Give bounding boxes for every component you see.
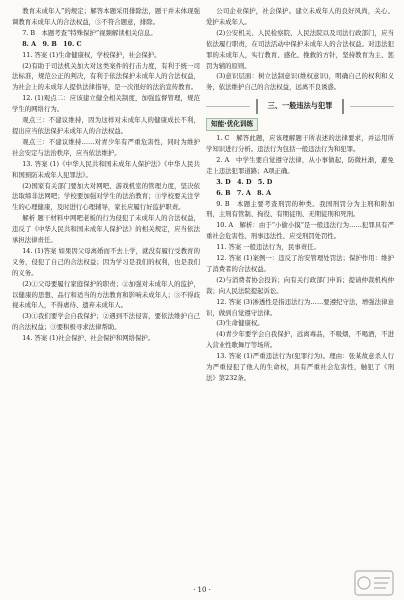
answer-paragraph: 6. B 7. A 8. A	[216, 188, 272, 197]
section-title: 三、一般违法与犯罪	[256, 99, 345, 114]
answer-paragraph: 13. 答案 (1)《中华人民共和国未成年人保护法》《中华人民共和国预防未成年人犯罪法》。	[12, 159, 200, 179]
answer-paragraph: 13. 答案 (1)严重违法行为(犯罪行为)。理由：张某故意杀人行为严重侵犯了他人的生命权，具有严重社会危害性，触犯了《刑法》第232条。	[206, 352, 394, 382]
answer-paragraph: 2. A 中学生要自觉遵守法律，从小事做起，防微杜渐，避免走上违法犯罪道路；A项正确。	[206, 155, 394, 175]
answer-paragraph: 14. 答案 (1)社会保护、社会保护和网络保护。	[22, 334, 155, 343]
right-top-block	[206, 6, 394, 93]
answer-paragraph: 11. 答案 (1)生命健康权，学校保护，社会保护。	[22, 50, 161, 59]
subsection-tag: 知能·优化训练	[206, 118, 258, 131]
right-column	[206, 6, 394, 384]
answer-paragraph: (3)①我们要学会自我保护；②遇到不法侵害，要依法维护自己的合法权益；③要积极寻求法律帮助。	[12, 312, 200, 332]
left-column	[12, 6, 200, 344]
answer-paragraph: (2)①父母要履行家庭保护的职责；②加强对未成年人的监护，以健康的思想、品行和适当的方法教育和影响未成年人；③不得歧视未成年人，不得虐待、遗弃未成年人。	[12, 279, 200, 310]
answer-paragraph: 教育未成年人”的规定；解答本题采用排除法，题干并未体现强调教育未成年人的合法权益，③不符合题意，排除。	[12, 7, 200, 26]
answer-paragraph: 观点三：不建议维持……对青少年有严重危害性，同时为维护社会安定与法治秩序，应当依法维护。	[12, 137, 200, 157]
answer-paragraph: 11. 答案 一般违法行为，民事责任。	[216, 243, 320, 252]
answer-paragraph: 观点三：不建议维持，因为这样对未成年人的健康成长不利，提出应当依法保护未成年人的合法权益。	[12, 116, 200, 135]
answer-paragraph: (3)意识层面：树立法制意识(维权意识)，明确自己的权利和义务，依法维护自己的合法权益，远离不良诱惑。	[206, 72, 394, 92]
answer-paragraph: 3. D 4. D 5. D	[216, 177, 273, 186]
banner-rule-right	[350, 106, 394, 107]
answer-paragraph: 12. 答案 (3)渗透性是指违法行为……要遵纪守法，增强法律意识，做到自觉遵守法律。	[206, 297, 394, 317]
answer-paragraph: 7. B 本题考查“特殊保护”视频解读相关信息。	[22, 28, 157, 37]
answer-paragraph: (2)国家有关部门要加大对网吧、游戏机室的管理力度，坚决依法取缔非法网吧；学校要加强对学生的法治教育；③学校要关注学生的心理健康，及时进行心理辅导，家长应履行好监护职责。	[12, 181, 200, 212]
answer-paragraph: 12. 答案 (1)案例一：违反了治安管理处罚法；保护作用：维护了消费者的合法权益。	[206, 254, 394, 273]
subsection-heading	[206, 118, 394, 131]
right-bottom-block	[206, 133, 394, 384]
answer-paragraph: 9. B 本题主要考查刑罚的种类。我国刑罚分为主刑和附加刑，主刑有管制、拘役、有期徒刑、无期徒刑和死刑。	[206, 199, 394, 219]
answer-paragraph: (2)有助于司法机关加大对这类案件的打击力度，有利于统一司法标准，规范公正的判决，有利于依法保护未成年人的合法权益，为社会上的未成年人提供法律指导，是一次很好的法治宣传教育。	[12, 61, 200, 92]
answer-paragraph: 解析 题干材料中网吧老板的行为侵犯了未成年人的合法权益，违反了《中华人民共和国未成年人保护法》的相关规定，应当依法承担法律责任。	[12, 214, 200, 245]
page-number: · 10 ·	[193, 586, 211, 594]
answer-paragraph: 8. A 9. B 10. C	[22, 39, 82, 48]
answer-paragraph: (2)与消费者协会投诉；向有关行政部门申诉；提请仲裁机构仲裁；向人民法院提起诉讼。	[206, 275, 394, 295]
section-banner	[206, 99, 394, 114]
answer-paragraph: 14. (1)答案 如果因父母离婚而不去上学，就没有履行受教育的义务，侵犯了自己的合法权益；因为学习是我们的权利，也是我们的义务。	[12, 246, 200, 277]
answer-paragraph: (4)青少年要学会自我保护，远离毒品，不吸烟，不喝酒，不进入营业性歌舞厅等场所。	[206, 330, 394, 350]
banner-rule-left	[206, 106, 250, 107]
answer-paragraph: 1. C 解答此题，应该理解题干所表述的法律要求，并运用所学知识进行分析。违法行为包括一般违法行为和犯罪。	[206, 134, 394, 153]
answer-paragraph: 12. (1)观点二：应该建立健全相关制度，加强监督管理，规范学生的网络行为。	[12, 94, 200, 114]
answer-paragraph: (2)公安机关、人民检察院、人民法院以及司法行政部门，应当依法履行职责，在司法活动中保护未成年人的合法权益。对违法犯罪的未成年人，实行教育、感化、挽救的方针，坚持教育为主、惩罚为辅的原则。	[206, 28, 394, 70]
answer-paragraph: 10. A 解析：由于“小偷小摸”是一般违法行为……犯罪具有严重社会危害性、刑事违法性、应受刑罚处罚性。	[206, 221, 394, 241]
answer-paragraph: (3)生命健康权。	[216, 319, 264, 328]
answer-paragraph: 公司企业保护，社会保护。建立未成年人的良好风尚，关心、爱护未成年人。	[206, 7, 394, 26]
